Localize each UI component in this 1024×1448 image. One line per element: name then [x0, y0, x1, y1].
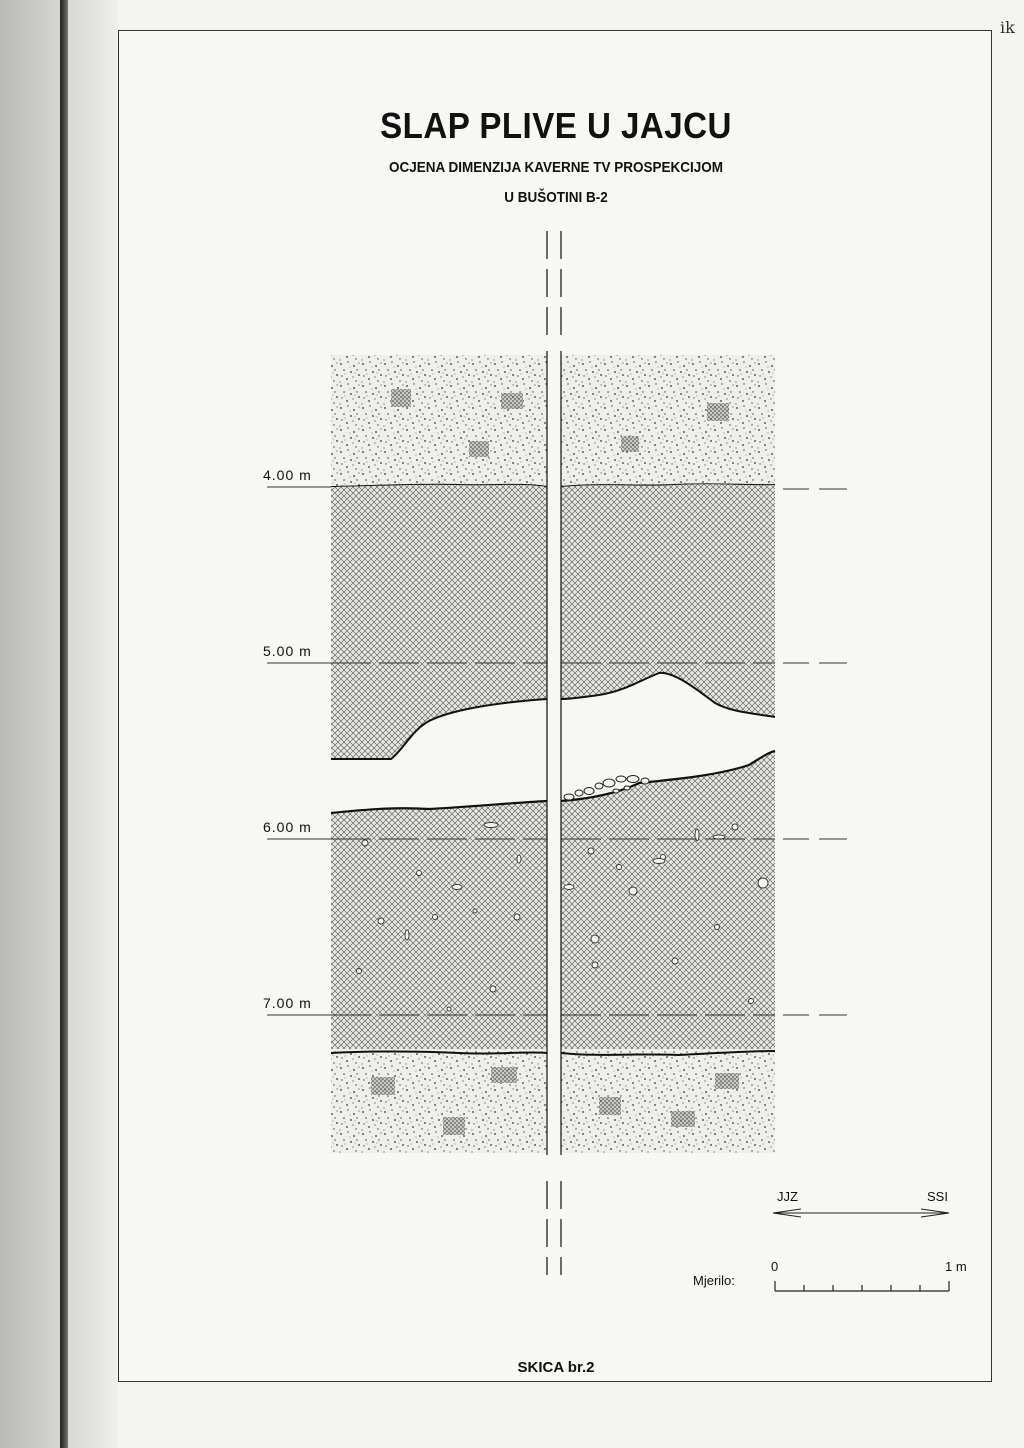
orientation-arrow — [773, 1209, 949, 1217]
upper-clay-right — [561, 484, 775, 717]
lower-sand-left — [331, 1049, 547, 1153]
scale-bar — [775, 1281, 949, 1291]
drawing-subtitle-line1: OCJENA DIMENZIJA KAVERNE TV PROSPEKCIJOM — [388, 159, 724, 176]
sketch-number-label: SKICA br.2 — [517, 1359, 595, 1376]
upper-clay-left — [331, 485, 547, 759]
binding-edge — [60, 0, 68, 1448]
drawing-title: SLAP PLIVE U JAJCU — [380, 105, 732, 146]
borehole — [547, 231, 561, 1275]
corner-handwriting: ik — [1000, 18, 1015, 37]
drawing-subtitle-line2: U BUŠOTINI B-2 — [504, 189, 608, 206]
depth-label-6m: 6.00 m — [263, 819, 312, 835]
direction-label-right: SSI — [927, 1189, 948, 1204]
depth-label-7m: 7.00 m — [263, 995, 312, 1011]
upper-sand-left — [331, 355, 547, 487]
drawing-sheet — [118, 30, 992, 1382]
lower-sand-right — [561, 1049, 775, 1153]
lower-clay-right — [561, 751, 775, 1049]
scale-start-label: 0 — [771, 1259, 779, 1274]
depth-label-5m: 5.00 m — [263, 643, 312, 659]
upper-sand-right — [561, 355, 775, 487]
scale-title: Mjerilo: — [693, 1273, 735, 1288]
scale-end-label: 1 m — [945, 1259, 967, 1274]
borehole-section-diagram — [119, 31, 993, 1383]
lower-clay-left — [331, 801, 547, 1049]
scan-shadow — [0, 0, 118, 1448]
direction-label-left: JJZ — [777, 1189, 798, 1204]
depth-label-4m: 4.00 m — [263, 467, 312, 483]
